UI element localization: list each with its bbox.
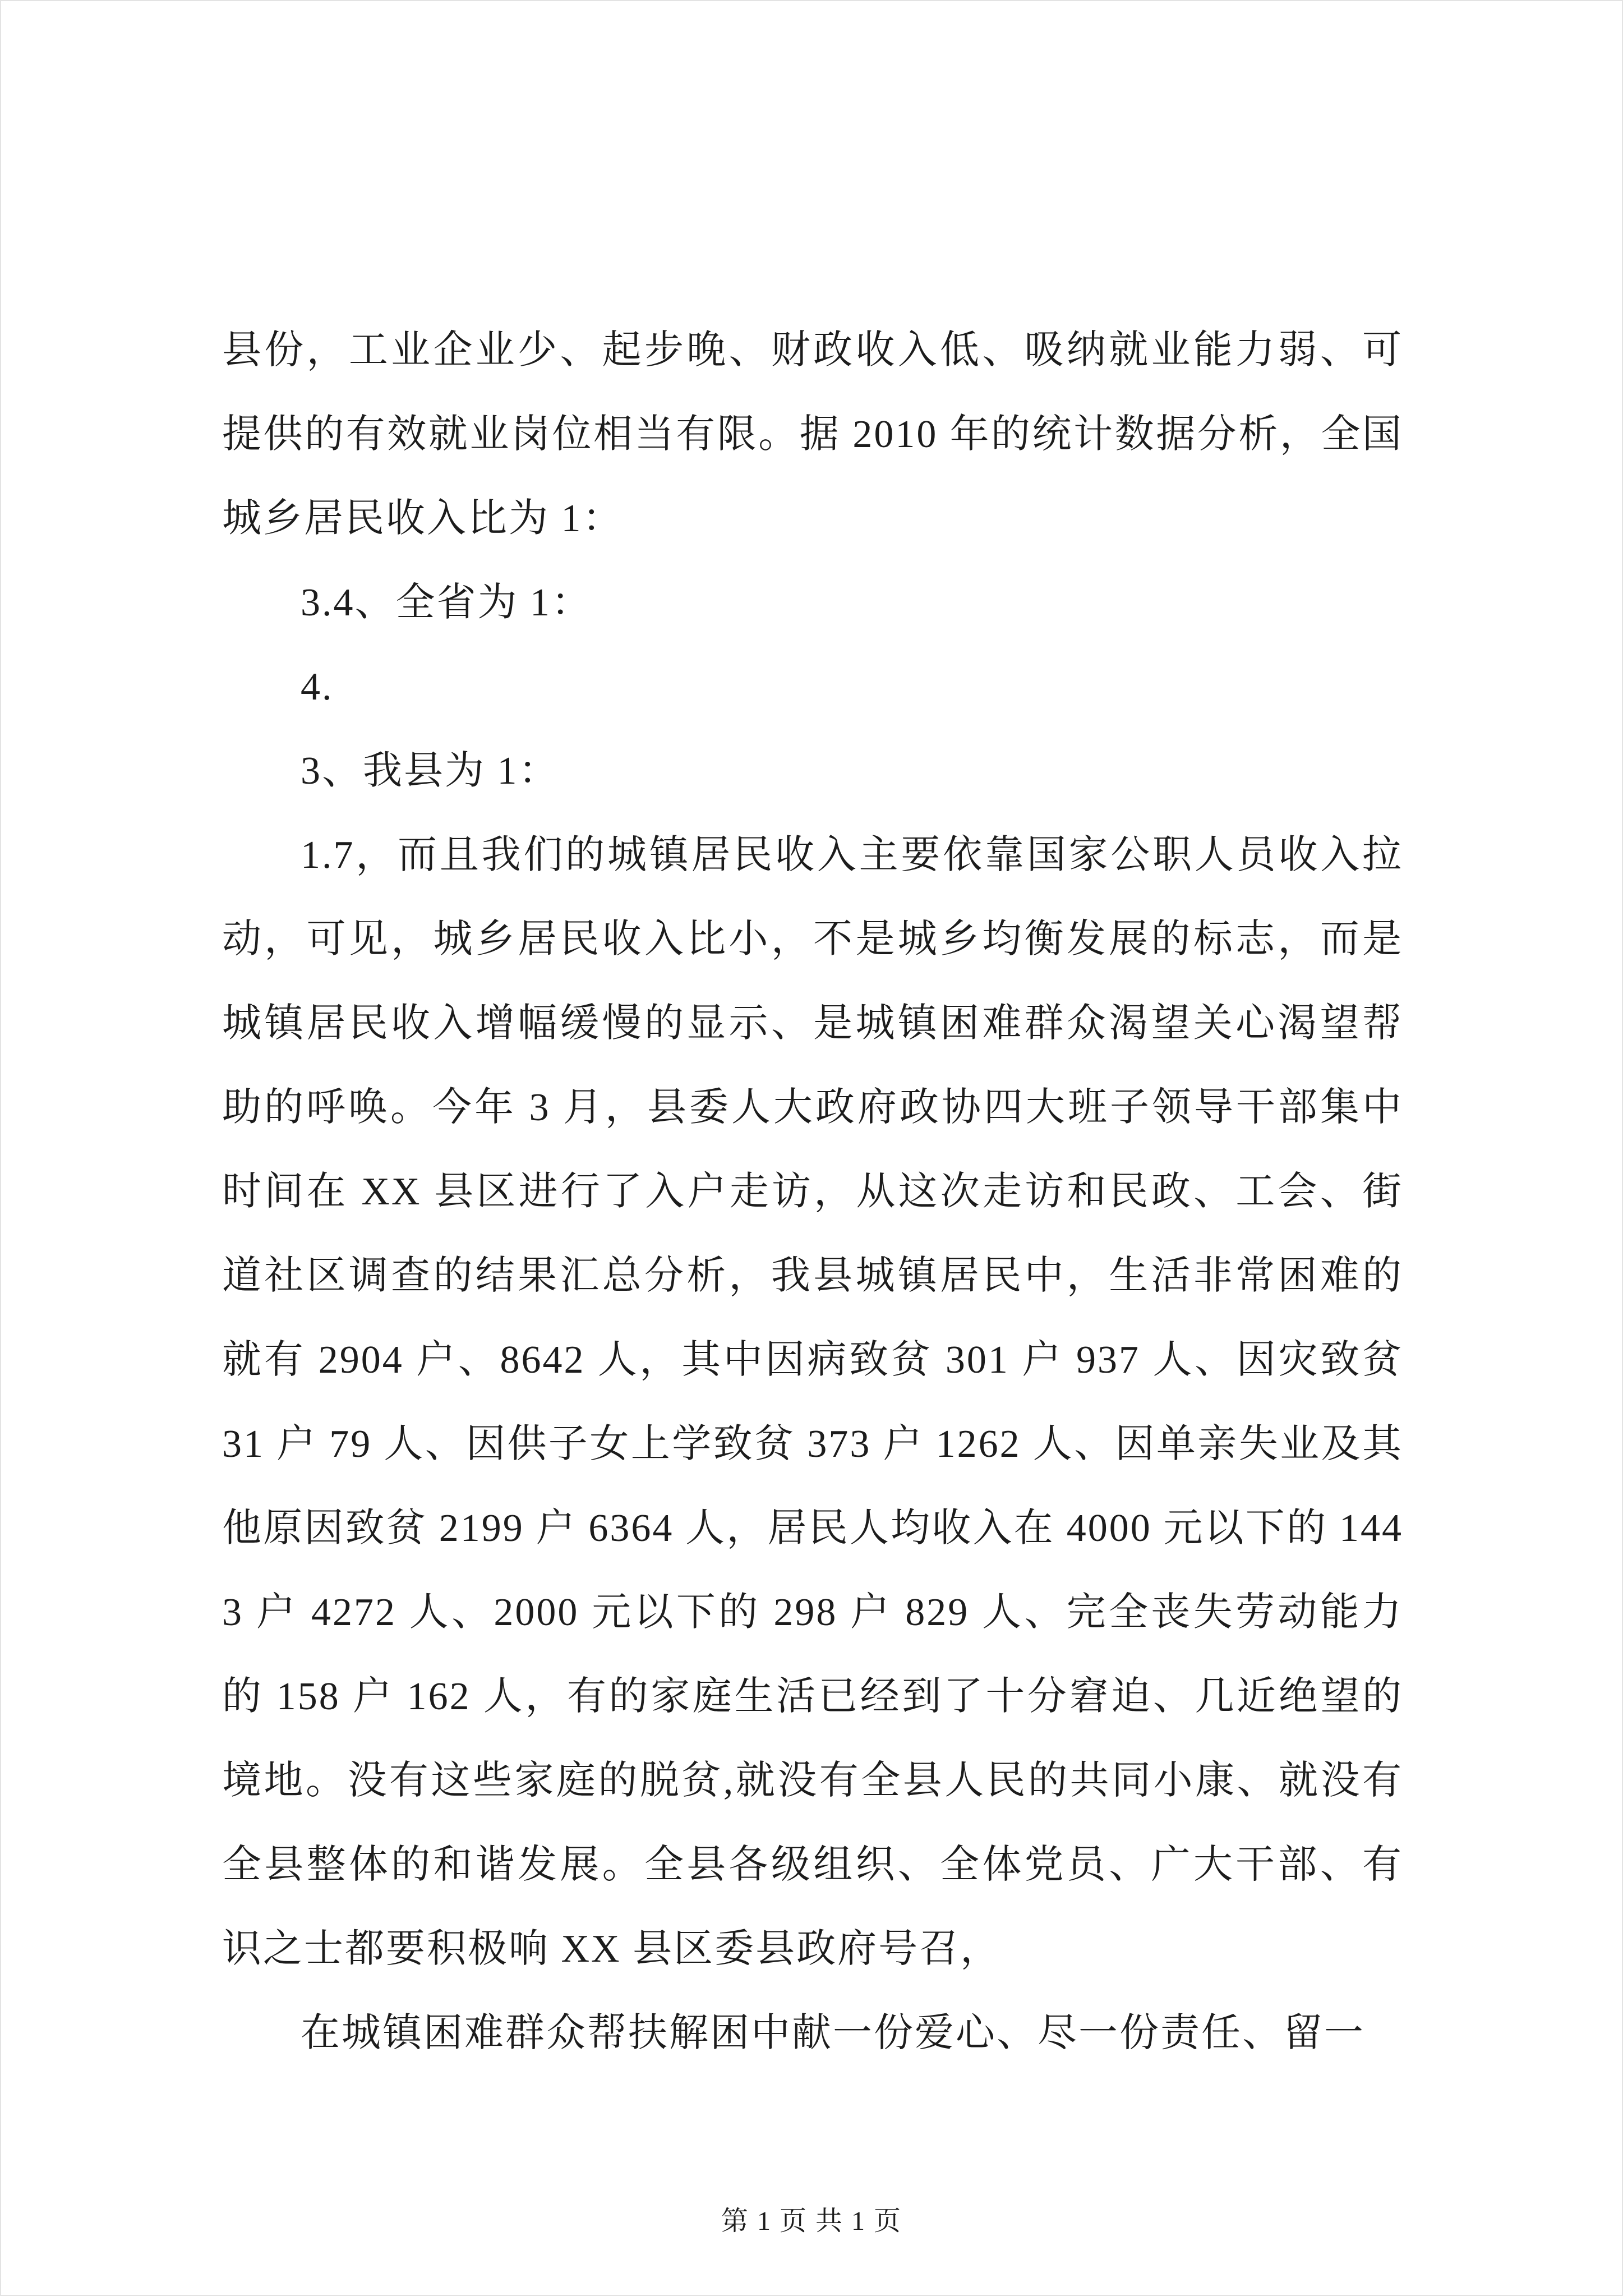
paragraph: 4. <box>301 665 334 708</box>
paragraph: 3、我县为 1： <box>301 749 560 793</box>
paragraph: 1.7，而且我们的城镇居民收入主要依靠国家公职人员收入拉动，可见，城乡居民收入比小，不是城乡均衡发展的标志，而是城镇居民收入增幅缓慢的显示、是城镇困难群众渴望关心渴望帮助的呼唤。今年 3 月，县委人大政府政协四大班子领导干部集中时间在 XX 县区进行了入户走访，从这次走访和民政、工会、街道社区调查的结果汇总分析，我县城镇居民中，生活非常困难的就有 2904 户、8642 人，其中因病致贫 301 户 937 人、因灾致贫 31 户 79 人、因供子女上学致贫 373 户 1262 人、因单亲失业及其他原因致贫 2199 户 6364 人，居民人均收入在 4000 元以下的 1443 户 4272 人、2000 元以下的 298 户 829 人、完全丧失劳动能力的 158 户 162 人，有的家庭生活已经到了十分窘迫、几近绝望的境地。没有这些家庭的脱贫,就没有全县人民的共同小康、就没有全县整体的和谐发展。全县各级组织、全体党员、广大干部、有识之士都要积极响 XX 县区委县政府号召， <box>222 834 1403 1971</box>
document-body <box>222 309 1403 2076</box>
paragraph: 在城镇困难群众帮扶解困中献一份爱心、尽一份责任、留一 <box>301 2012 1365 2055</box>
paragraph: 县份，工业企业少、起步晚、财政收入低、吸纳就业能力弱、可提供的有效就业岗位相当有限。据 2010 年的统计数据分析，全国城乡居民收入比为 1： <box>222 329 1403 540</box>
page-footer: 第 1 页 共 1 页 <box>721 2206 902 2236</box>
paragraph: 3.4、全省为 1： <box>301 581 592 624</box>
